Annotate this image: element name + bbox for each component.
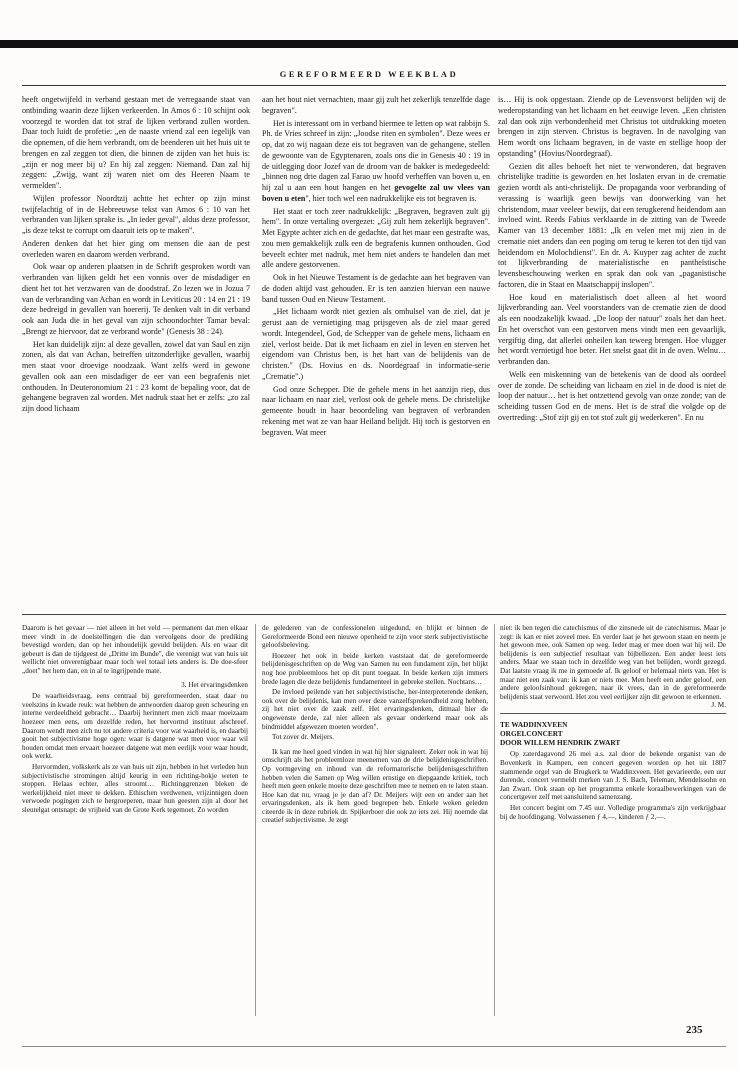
- top-column-2: [262, 95, 490, 607]
- paragraph: aan het hout niet vernachten, maar gij zult het zekerlijk tenzelfde dage begraven".: [262, 95, 490, 115]
- text-run: niet: ik ben tegen die catechismus of die zinsnede uit de catechismus. Maar je zegt: ik kan er niet zoveel mee. En verder laat je het gewoon staan en neem je het gewoon mee, ook Samen op weg. Ieder mag er mee doen wat hij wil. De belijdenis is een subjectief resultaat van bijbellezen. Een ander leest iets anders. Maar we staan toch in dezelfde weg van het belijden, wordt gezegd. Dat laatste vraag ik me in gemoede af. Ik geloof er helemaal niets van. Het is maar niet een zaak van: ik kan er niets mee. Men heeft een ander geloof, een andere geloofsinhoud gekregen, naar ik vrees, dan in de gereformeerde belijdenis staat verwoord. Het zou veel eerlijker zijn dit gewoon te erkennen.: [500, 624, 726, 701]
- paragraph: De waarheidsvraag, eens centraal bij gereformeerden, staat daar nu veelszins in kwade reuk: wat hebben de antwoorden daarop geen scheuring en interne verdeeldheid gebracht… Daarbij herinnert men zich maar moeizaam hoezeer men eens, om dezelfde reden, het hervormd instituut afschreef. Daarom wendt men zich nu tot andere criteria voor wat waarheid is, en daarbij gooit het subjectivisme hoge ogen: waar is datgene wat men voor waar wil houden omdat men ervaart hoezeer datgene wat men eerlijk voor waar houdt, ook werkt.: [22, 692, 248, 761]
- article-heading: [500, 720, 726, 747]
- paragraph: de gelederen van de confessionelen uitgedund, en blijkt er binnen de Gereformeerde Bond een nieuwe openheid te zijn voor sterk subjectivistische geloofsbeleving.: [262, 624, 488, 650]
- paragraph: Ik kan me heel goed vinden in wat hij hier signaleert. Zeker ook in wat hij omschrijft als het probleemloze meenemen van de drie belijdenisgeschriften. Op vormgeving en inhoud van de reformatorische belijdenisgeschriften hebben velen die Samen op Weg willen ernstige en diepgaande kritiek, toch heeft men geen enkele moeite deze geschriften mee te nemen en te laten staan. Hoe kan dat nu, vraag je je dan af? Dr. Meijers wijt een en ander aan het ervaringsdenken, als ik hem goed begrepen heb. Enkele weken geleden citeerde ik in deze rubriek dr. Spijkerboer die ook zo iets zei. Hij noemde dat creatief subjectivisme. Je zegt: [262, 747, 488, 825]
- bottom-column-2: [262, 624, 488, 1020]
- paragraph: is… Hij is ook opgestaan. Ziende op de Levensvorst belijden wij de wederopstanding van het lichaam en het eeuwige leven. „Een christen zal dan ook zijn verbondenheid met Christus tot uitdrukking moeten brengen in zijn sterven. Christus is begraven. In de navolging van Hem wordt ons lichaam begraven, in de vaste en stellige hoop der opstanding" (Hovius/Noordegraaf).: [498, 95, 726, 158]
- paragraph: heeft ongetwijfeld in verband gestaan met de verregaande staat van ontbinding waarin deze lijken verkeerden. In Amos 6 : 10 schijnt ook voorzegd te worden dat tot straf de lijken verbrand zullen worden. Daar toch luidt de profetie: „en de naaste vriend zal een iegelijk van die opnemen, of die hem verbrandt, om de beenderen uit het huis uit te brengen en zal zeggen tot dien, die binnen de zijden van het huis is: „zijn er nog meer bij u? En hij zal zeggen: Niemand. Dan zal hij zeggen: „Zwijg, want zij waren niet om des Heeren Naam te vermelden".: [22, 95, 250, 190]
- paragraph: [500, 624, 726, 710]
- top-column-3: [498, 95, 726, 607]
- paragraph: „Het lichaam wordt niet gezien als omhulsel van de ziel, dat je gerust aan de vernietiging mag prijsgeven als de ziel maar gered wordt. Integendeel, God, de Schepper van de gehele mens, lichaam en ziel, verlost beide. Dat ik met lichaam en ziel in leven en sterven het eigendom van Christus ben, is het hart van de belijdenis van de christen." (Ds. Hovius en ds. Noordegraaf in informatie-serie „Crematie".): [262, 307, 490, 381]
- paragraph: Tot zover dr. Meijers.: [272, 733, 334, 742]
- paragraph: Het staat er toch zeer nadrukkelijk: „Begraven, begraven zult gij hem". In onze vertaling overgezet: „Gij zult hem zekerlijk begraven". Met Egypte achter zich en de gedachte, dat het maar een gestrafte was, zou men gemakkelijk zulk een de begrafenis kunnen onthouden. God beveelt echter met nadruk, met hem niet anders te handelen dan met alle andere gestorvenen.: [262, 206, 490, 270]
- paragraph: God onze Schepper. Die de gehele mens in het aanzijn riep, dus naar lichaam en naar ziel, verlost ook de gehele mens. De christelijke gemeente houdt in haar beoordeling van begraven of verbranden rekening met wat ze van haar Heiland belijdt. Hij toch is gestorven en begraven. Wat meer: [262, 384, 490, 437]
- top-column-1: [22, 95, 250, 607]
- paragraph: [262, 119, 490, 205]
- running-header: GEREFORMEERD WEEKBLAD: [279, 70, 459, 79]
- header-rule: [22, 85, 726, 86]
- section-heading: 3. Het ervaringsdenken: [181, 680, 248, 689]
- paragraph: De invloed peilende van het subjectivistische, her-interpreterende denken, ook over de belijdenis, kan men over deze vanzelfsprekendheid zorg hebben, zij het niet over de zaak zelf. Het ervaringsdenken, ditmaal hier de ongewenste derde, zal niet alleen als gevaar onderkend maar ook als bindmiddel afgewezen moeten worden".: [262, 688, 488, 731]
- text-run: ", hier toch wel een nadrukkelijke eis tot begraven is.: [305, 193, 477, 203]
- page-number: 235: [686, 1024, 703, 1036]
- column-rule: [255, 624, 256, 1016]
- text-run: Het is interessant om in verband hiermee te letten op wat rabbijn S. Ph. de Vries schreef in zijn: „Joodse riten en symbolen". Deze wees er op, dat zo wij nagaan deze eis tot begraven van de gehangene, stellen de gewoonte van de Egyptenaren, zoals ons die in Genesis 40 : 19 in de uitlegging door Jozef van de droom van de bakker is medegedeeld: „binnen nog drie dagen zal Farao uw hoofd verheffen van boven u, en hij zal u aan een hout hangen en het: [262, 118, 490, 192]
- bottom-rule: [22, 1046, 726, 1047]
- paragraph: Daarom is het gevaar — niet alleen in het veld — permanent dat men elkaar meer vindt in de doelstellingen die dan vervolgens door de prediking bevestigd worden, dan op het inhoudelijk gevuld belijden. Als en waar dit gebeurt is dan de tijdgeest de „Dritte im Bunde", die verenigt wat van huis uit wellicht niet onverenigbaar maar toch wel totaal iets anders is. De doe-sfeer „doet" het hem dan, en in al te ingrijpende mate.: [22, 624, 248, 675]
- bold-phrase: gevogelte zal uw vlees van boven u eten: [262, 183, 490, 203]
- article-rule: [500, 713, 726, 714]
- heading-line: DOOR WILLEM HENDRIK ZWART: [500, 738, 621, 748]
- column-rule: [494, 624, 495, 1016]
- paragraph: Anderen denken dat het hier ging om mensen die aan de pest overleden waren en daarom werden verbrand.: [22, 238, 250, 259]
- section-divider: [22, 614, 726, 615]
- top-rule: [0, 40, 738, 48]
- paragraph: Op zaterdagavond 26 mei a.s. zal door de bekende organist van de Bovenkerk in Kampen, een concert gegeven worden op het uit 1807 stammende orgel van de Brugkerk te Waddinxveen. Het gevarieerde, een uur durende, concert vermeldt merken van J. S. Bach, Teleman, Mendelssohn en Jan Zwart. Ook staan op het programma enkele koraalbewerkingen van de concertgever zelf met aansluitend samenzang.: [500, 750, 726, 802]
- paragraph: Hoe koud en materialistisch doet alleen al het woord lijkverbranding aan. Veel voorstanders van de crematie zien de dood als een noodzakelijk kwaad. „De loop der natuur" zoals het dan heet. En het overschot van een gestorven mens vindt men een gevaarlijk, vergiftig ding, dat allerlei onheilen kan teweeg brengen. Hoe vlugger het wordt vernietigd hoe beter. Het snelst gaat dit in de oven. Welnu… verbranden dan.: [498, 292, 726, 366]
- paragraph: Het kan duidelijk zijn: al deze gevallen, zowel dat van Saul en zijn zonen, als dat van Achan, betreffen uitzonderlijke gevallen, waarbij men staat voor droevige noodzaak. Want zelfs werd in gewone gevallen ook aan een misdadiger de eer van een begrafenis niet onthouden. In Deuteronomium 21 : 23 komt de bepaling voor, dat de gehangene begraven zal worden. Met nadruk staat het er zelfs: „zo zal zijn dood lichaam: [22, 339, 250, 413]
- bottom-column-1: [22, 624, 248, 1020]
- heading-line: ORGELCONCERT: [500, 729, 563, 739]
- heading-line: TE WADDINXVEEN: [500, 720, 568, 730]
- bottom-column-3: [500, 624, 726, 1020]
- author-signature: J. M.: [711, 701, 726, 710]
- paragraph: Ook waar op anderen plaatsen in de Schrift gesproken wordt van verbranden van lijken geldt het een vonnis over de misdadiger en dient het tot het verzwaren van de doodstraf. Zo lezen we in Jozua 7 van de verbranding van Achan en wordt in Leviticus 20 : 14 en 21 : 19 deze bedreigd in gevallen van hoererij. Te denken valt in dit verband ook aan Juda die in het geval van zijn schoondochter Tamar beval: „Brengt ze hiervoor, dat ze verbrand worde" (Genesis 38 : 24).: [22, 262, 250, 336]
- paragraph: Hoezeer het ook in beide kerken vaststaat dat de gereformeerde belijdenisgeschriften op de Weg van Samen nu een fundament zijn, het blijkt nog hoe probleemloos het op dit punt toegaat. In beide kerken zijn immers brede lagen die deze belijdenis fundamenteel in gebreke stellen. Nochtans…: [262, 651, 488, 686]
- paragraph: Gezien dit alles behoeft het niet te verwonderen, dat begraven christelijke traditie is geworden en het loslaten ervan in de crematie gezien wordt als anti-christelijk. De propaganda voor verbranding of verassing is waarlijk geen bewijs van doorwerking van het christendom, maar veeleer bewijs, dat een terugkerend heidendom aan invloed wint. Reeds Fabius verklaarde in de zitting van de Tweede Kamer van 13 december 1881: „Ik en velen met mij zien in de crematie niet anders dan een poging om terug te keren tot den tijd van heidendom en Molochdienst". En dr. A. Kuyper zag achter de zucht tot lijkverbranding de materialistische en pantheïstische levensbeschouwing werken en sprak dan ook van „paganistische factoren, die in Staat en Maatschappij inslopen".: [498, 161, 726, 289]
- paragraph: Wijlen professor Noordtzij achtte het echter op zijn minst twijfelachtig of in de Hebreeuwse tekst van Amos 6 : 10 van het verbranden van lijken sprake is. „In ieder geval", aldus deze professor, „is deze tekst te corrupt om daaruit iets op te maken".: [22, 193, 250, 235]
- paragraph: Welk een miskenning van de betekenis van de dood als oordeel over de zonde. De scheiding van lichaam en ziel in de dood is niet de loop der natuur… het is het ontzettend gevolg van onze zonde; van de scheiding tussen God en de mens. Het is de straf die volgde op de overtreding: „Stof zijt gij en tot stof zult gij wederkeren". En nu: [498, 369, 726, 422]
- paragraph: Het concert begint om 7.45 uur. Volledige programma's zijn verkrijgbaar bij de hoofdingang. Volwassenen ƒ 4,—, kinderen ƒ 2,—.: [500, 803, 726, 821]
- paragraph: Ook in het Nieuwe Testament is de gedachte aan het begraven van de doden altijd vast gehouden. Er is ten aanzien hiervan een nauwe band tussen Oud en Nieuw Testament.: [262, 273, 490, 304]
- paragraph: Hervormden, volkskerk als ze van huis uit zijn, hebben in het verleden hun subjectivistische stromingen altijd keurig in een richting-hokje weten te stoppen. Helaas echter, alles stroomt… Richtinggrenzen bleken de werkelijkheid niet meer te dekken. Ethischen verdwenen, vrijzinnigen doen verwoede pogingen zich te hergroeperen, maar hun geesten zijn al door het sleutelgat ontsnapt: de vrijheid van de Grote Kerk tegemoet. Zo worden: [22, 762, 248, 814]
